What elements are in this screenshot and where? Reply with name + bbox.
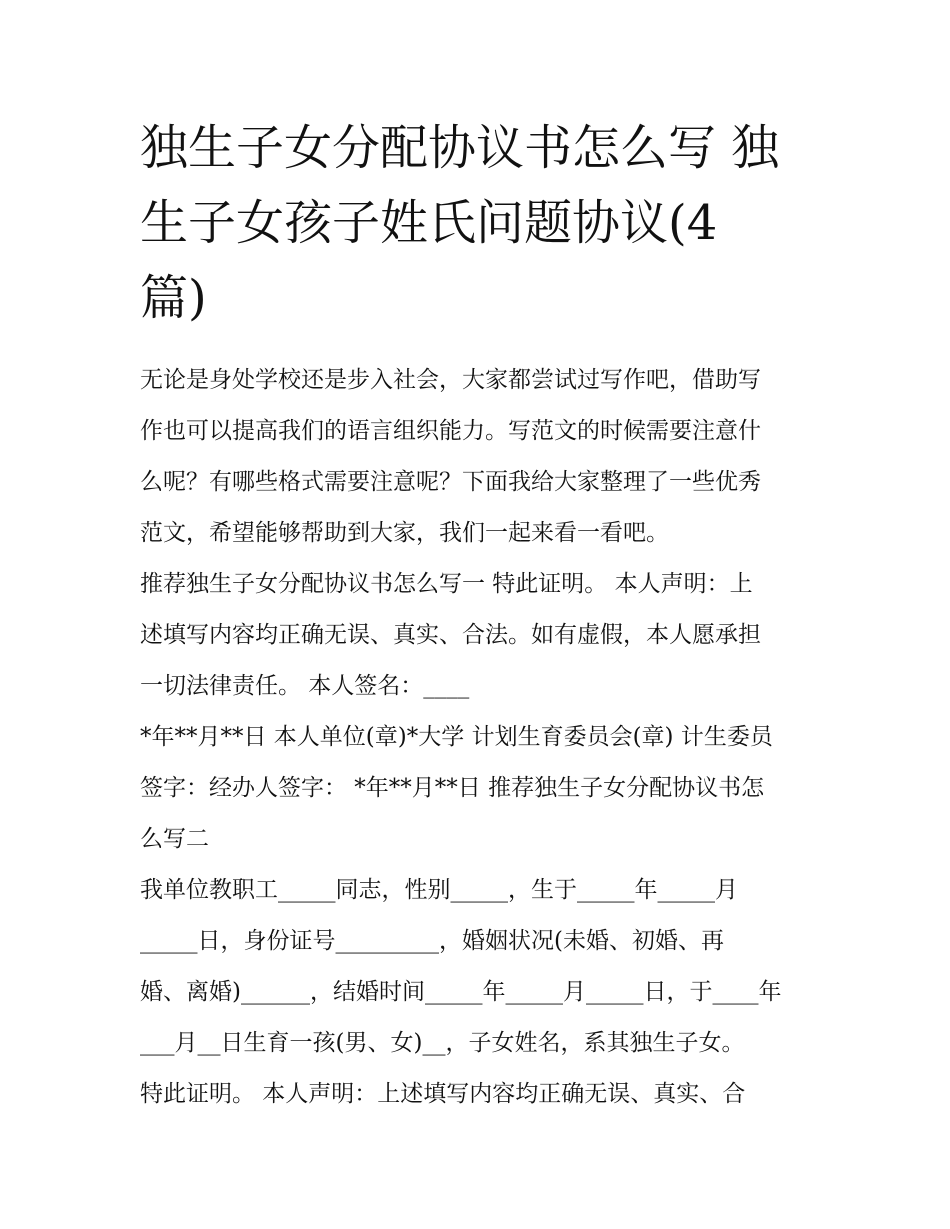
- document-title: [140, 111, 820, 336]
- title-line: 生子女孩子姓氏问题协议(4: [140, 195, 718, 251]
- intro-paragraph-line: 么呢？有哪些格式需要注意呢？下面我给大家整理了一些优秀: [140, 469, 761, 495]
- form-text-line: ___月__日生育一孩(男、女)__，子女姓名，系其独生子女。: [140, 1030, 745, 1056]
- signature-line: 签字：经办人签字： *年**月**日 推荐独生子女分配协议书怎: [140, 775, 765, 801]
- signature-line: 么写二: [140, 826, 209, 852]
- form-text-line: 我单位教职工_____同志，性别_____，生于_____年_____月: [140, 877, 738, 903]
- form-text-line: _____日，身份证号_________，婚姻状况(未婚、初婚、再: [140, 928, 724, 954]
- form-text-line: 特此证明。 本人声明：上述填写内容均正确无误、真实、合: [140, 1081, 746, 1107]
- title-line: 独生子女分配协议书怎么写 独: [140, 120, 780, 176]
- form-text-line: 婚、离婚)______，结婚时间_____年_____月_____日，于____年: [140, 979, 782, 1005]
- intro-paragraph-line: 范文，希望能够帮助到大家，我们一起来看一看吧。: [140, 520, 669, 546]
- signature-line: *年**月**日 本人单位(章)*大学 计划生育委员会(章) 计生委员: [140, 724, 773, 750]
- intro-paragraph-line: 无论是身处学校还是步入社会，大家都尝试过写作吧，借助写: [140, 367, 761, 393]
- title-line: 篇): [140, 270, 207, 326]
- section-one-line: 述填写内容均正确无误、真实、合法。如有虚假，本人愿承担: [140, 622, 761, 648]
- section-one-line: 推荐独生子女分配协议书怎么写一 特此证明。 本人声明：上: [140, 571, 753, 597]
- intro-paragraph-line: 作也可以提高我们的语言组织能力。写范文的时候需要注意什: [140, 418, 761, 444]
- section-one-line: 一切法律责任。 本人签名：____: [140, 673, 470, 699]
